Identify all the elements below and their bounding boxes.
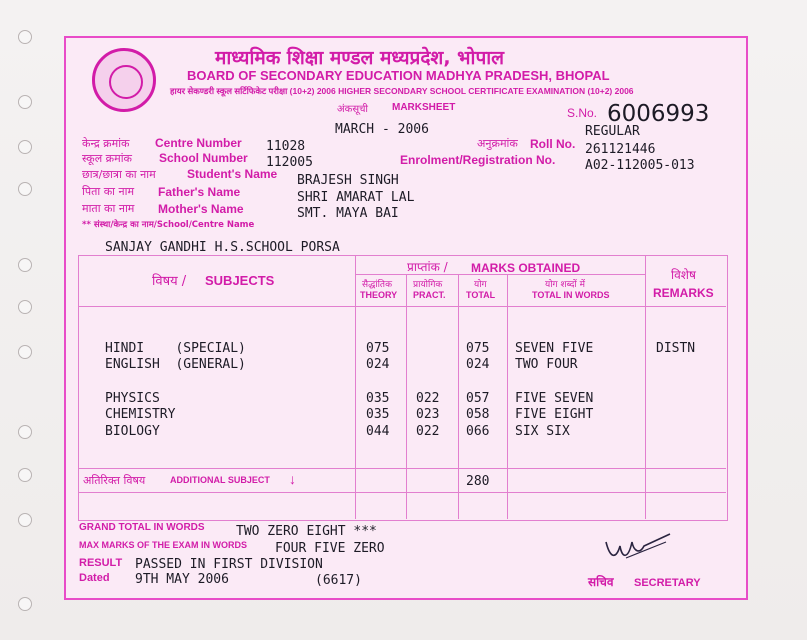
table-row-divider bbox=[78, 492, 726, 493]
serial-number: 6006993 bbox=[607, 101, 710, 127]
exam-code: (6617) bbox=[315, 573, 362, 588]
centre-number: 11028 bbox=[266, 139, 306, 154]
theory-header-hindi: सैद्धांतिक bbox=[362, 280, 392, 290]
table-column-divider bbox=[355, 255, 356, 519]
mother-label: Mother's Name bbox=[158, 202, 244, 216]
binder-hole bbox=[18, 30, 32, 44]
table-header-divider bbox=[78, 306, 726, 307]
student-label-hindi: छात्र/छात्रा का नाम bbox=[82, 168, 156, 181]
table-row-divider bbox=[78, 468, 726, 469]
secretary-label-hindi: सचिव bbox=[588, 575, 614, 589]
student-name: BRAJESH SINGH bbox=[297, 173, 399, 188]
table-column-divider bbox=[406, 274, 407, 519]
table-column-divider bbox=[458, 274, 459, 519]
theory-cell: 075 bbox=[366, 341, 390, 356]
additional-subject-label: ADDITIONAL SUBJECT bbox=[170, 475, 270, 485]
additional-subject-label-hindi: अतिरिक्त विषय bbox=[83, 474, 146, 487]
binder-hole bbox=[18, 597, 32, 611]
marks-header: MARKS OBTAINED bbox=[471, 261, 581, 275]
exam-title: हायर सेकण्डरी स्कूल सर्टिफिकेट परीक्षा (10+2) 2006 HIGHER SECONDARY SCHOOL CERTIFICATE EXAMINATION (10+2) 2006 bbox=[170, 86, 634, 96]
words-cell: FIVE EIGHT bbox=[515, 407, 594, 422]
remarks-cell: DISTN bbox=[656, 341, 696, 356]
pract-cell: 023 bbox=[416, 407, 440, 422]
result-value: PASSED IN FIRST DIVISION bbox=[135, 557, 323, 572]
table-column-divider bbox=[645, 255, 646, 519]
roll-label-hindi: अनुक्रमांक bbox=[477, 137, 518, 150]
school-label: School Number bbox=[159, 151, 248, 165]
theory-cell: 035 bbox=[366, 407, 390, 422]
down-arrow-icon: ↓ bbox=[289, 471, 296, 487]
total-cell: 066 bbox=[466, 424, 490, 439]
subject-cell: PHYSICS bbox=[105, 391, 160, 406]
binder-hole bbox=[18, 182, 32, 196]
student-label: Student's Name bbox=[187, 167, 278, 181]
centre-label: Centre Number bbox=[155, 136, 242, 150]
grand-total: 280 bbox=[466, 474, 490, 489]
words-header-hindi: योग शब्दों में bbox=[545, 280, 585, 290]
words-cell: FIVE SEVEN bbox=[515, 391, 594, 406]
binder-hole bbox=[18, 300, 32, 314]
total-header: TOTAL bbox=[466, 290, 496, 300]
total-cell: 057 bbox=[466, 391, 490, 406]
school-centre-name: SANJAY GANDHI H.S.SCHOOL PORSA bbox=[105, 240, 340, 255]
roll-number: 261121446 bbox=[585, 142, 656, 157]
secretary-label: SECRETARY bbox=[634, 577, 701, 589]
remarks-header-hindi: विशेष bbox=[671, 268, 696, 282]
pract-cell: 022 bbox=[416, 391, 440, 406]
roll-label: Roll No. bbox=[530, 137, 576, 151]
school-centre-label: ** संस्था/केन्द्र का नाम/School/Centre Name bbox=[82, 220, 255, 230]
enrolment-label: Enrolment/Registration No. bbox=[400, 153, 556, 167]
centre-label-hindi: केन्द्र क्रमांक bbox=[82, 137, 130, 150]
binder-hole bbox=[18, 95, 32, 109]
dated-label: Dated bbox=[79, 572, 110, 584]
theory-header: THEORY bbox=[360, 290, 398, 300]
binder-hole bbox=[18, 468, 32, 482]
pract-header: PRACT. bbox=[413, 290, 446, 300]
remarks-header: REMARKS bbox=[653, 286, 714, 300]
table-column-divider bbox=[507, 274, 508, 519]
subject-cell: ENGLISH (GENERAL) bbox=[105, 357, 246, 372]
total-cell: 058 bbox=[466, 407, 490, 422]
marksheet-label-hindi: अंकसूची bbox=[337, 104, 369, 115]
words-cell: SEVEN FIVE bbox=[515, 341, 594, 356]
subject-cell: BIOLOGY bbox=[105, 424, 160, 439]
binder-hole bbox=[18, 258, 32, 272]
binder-hole bbox=[18, 425, 32, 439]
mother-label-hindi: माता का नाम bbox=[82, 202, 135, 215]
total-cell: 024 bbox=[466, 357, 490, 372]
marksheet-label: MARKSHEET bbox=[392, 102, 456, 113]
pract-header-hindi: प्रायोगिक bbox=[413, 280, 443, 290]
words-cell: TWO FOUR bbox=[515, 357, 578, 372]
dated-value: 9TH MAY 2006 bbox=[135, 572, 229, 587]
subjects-header-hindi: विषय / bbox=[152, 274, 187, 289]
school-number: 112005 bbox=[266, 155, 313, 170]
total-header-hindi: योग bbox=[474, 280, 487, 290]
theory-cell: 044 bbox=[366, 424, 390, 439]
result-label: RESULT bbox=[79, 557, 123, 569]
marks-header-hindi: प्राप्तांक / bbox=[407, 260, 448, 274]
theory-cell: 024 bbox=[366, 357, 390, 372]
subject-cell: HINDI (SPECIAL) bbox=[105, 341, 246, 356]
exam-status: REGULAR bbox=[585, 124, 640, 139]
pract-cell: 022 bbox=[416, 424, 440, 439]
mother-name: SMT. MAYA BAI bbox=[297, 206, 399, 221]
father-label: Father's Name bbox=[158, 185, 241, 199]
enrolment-number: A02-112005-013 bbox=[585, 158, 695, 173]
secretary-signature bbox=[600, 528, 675, 566]
father-label-hindi: पिता का नाम bbox=[82, 185, 135, 198]
serial-number-label: S.No. bbox=[567, 106, 598, 120]
grand-total-words-label: GRAND TOTAL IN WORDS bbox=[79, 522, 205, 533]
theory-cell: 035 bbox=[366, 391, 390, 406]
board-title-english: BOARD OF SECONDARY EDUCATION MADHYA PRADESH, BHOPAL bbox=[187, 68, 610, 83]
exam-session: MARCH - 2006 bbox=[335, 122, 429, 137]
subjects-header: SUBJECTS bbox=[205, 273, 275, 288]
words-cell: SIX SIX bbox=[515, 424, 570, 439]
subject-cell: CHEMISTRY bbox=[105, 407, 176, 422]
total-cell: 075 bbox=[466, 341, 490, 356]
grand-total-words: TWO ZERO EIGHT *** bbox=[236, 524, 377, 539]
father-name: SHRI AMARAT LAL bbox=[297, 190, 415, 205]
max-marks-label: MAX MARKS OF THE EXAM IN WORDS bbox=[79, 540, 247, 550]
words-header: TOTAL IN WORDS bbox=[532, 290, 610, 300]
binder-hole bbox=[18, 345, 32, 359]
max-marks-words: FOUR FIVE ZERO bbox=[275, 541, 385, 556]
binder-hole bbox=[18, 513, 32, 527]
school-label-hindi: स्कूल क्रमांक bbox=[82, 152, 133, 165]
board-emblem-icon bbox=[92, 48, 156, 112]
binder-hole bbox=[18, 140, 32, 154]
board-title-hindi: माध्यमिक शिक्षा मण्डल मध्यप्रदेश, भोपाल bbox=[215, 47, 505, 69]
